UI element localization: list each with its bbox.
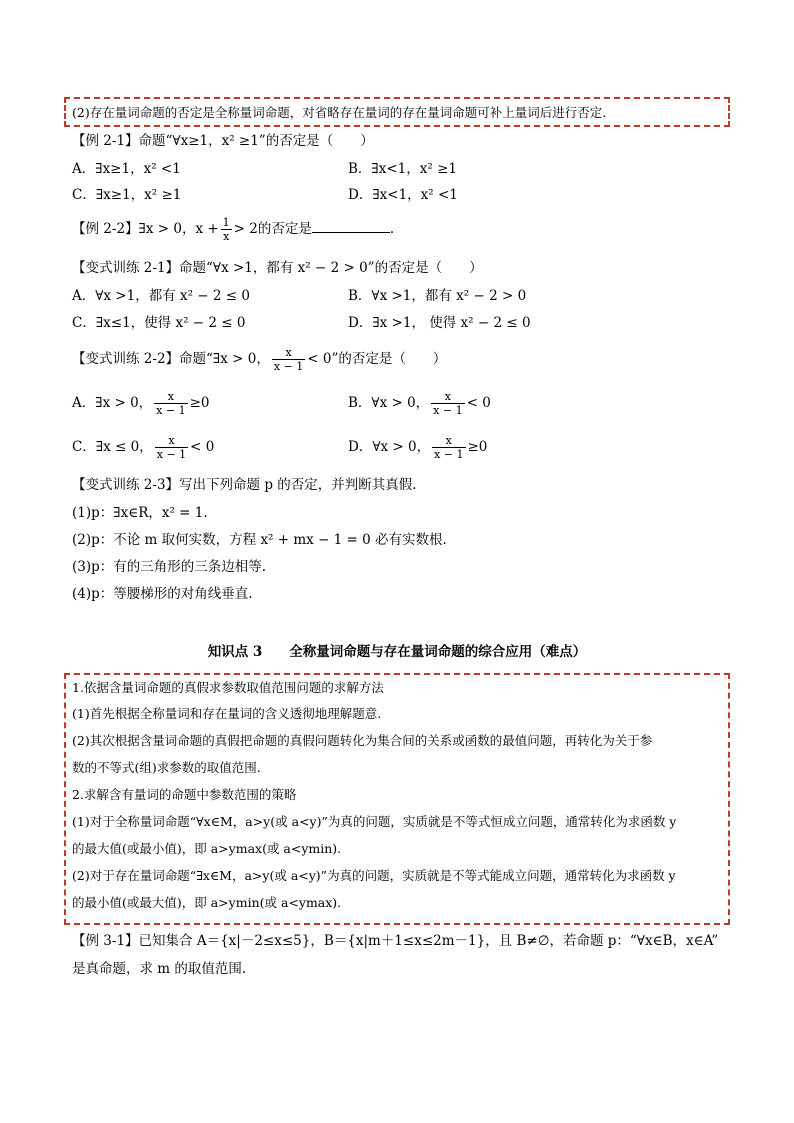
variant-2-2-stem: 【变式训练 2-2】命题“∃x > 0， $\frac{x}{x - 1}$ < 0”的否定是（ ） xyxy=(72,346,447,373)
tip-box-1 xyxy=(64,97,730,127)
tip-box-2-line-9: 的最小值(或最大值)，即 a>ymin(或 a<ymax). xyxy=(72,895,342,910)
variant-2-2-option-b: B．∀x > 0， $\frac{x}{x - 1}$ < 0 xyxy=(348,390,491,417)
variant-2-3-label: 【变式训练 2-3】 xyxy=(72,477,180,493)
variant-2-1-option-d: D．∃x >1， 使得 x² − 2 ≤ 0 xyxy=(348,315,531,331)
example-2-1-option-b: B．∃x<1，x² ≥1 xyxy=(348,161,457,177)
variant-2-1-option-c: C．∃x≤1，使得 x² − 2 ≤ 0 xyxy=(72,315,246,331)
variant-2-2-option-c: C．∃x ≤ 0， $\frac{x}{x - 1}$ < 0 xyxy=(72,434,215,461)
section-heading: 知识点 3 全称量词命题与存在量词命题的综合应用（难点） xyxy=(207,644,587,660)
example-2-1-label: 【例 2-1】 xyxy=(72,133,139,149)
variant-2-3-stem: 【变式训练 2-3】写出下列命题 p 的否定，并判断其真假. xyxy=(72,477,417,493)
fraction-x-over-x-minus-1: $\frac{x}{x - 1}$ xyxy=(273,346,304,373)
variant-2-3-item-3: (3)p：有的三角形的三条边相等. xyxy=(72,559,267,575)
example-2-1-option-c: C．∃x≥1，x² ≥1 xyxy=(72,187,182,203)
example-2-1-stem: 【例 2-1】命题“∀x≥1，x² ≥1”的否定是（ ） xyxy=(72,133,374,149)
tip-box-2-line-8: (2)对于存在量词命题“∃x∈M，a>y(或 a<y)”为真的问题，实质就是不等式能成立问题，通常转化为求函数 y xyxy=(72,868,676,883)
fraction-x-over-x-minus-1: $\frac{x}{x - 1}$ xyxy=(156,434,187,461)
example-3-1-line-1: 【例 3-1】已知集合 A＝{x|－2≤x≤5}，B＝{x|m＋1≤x≤2m－1}，且 B≠∅，若命题 p：“∀x∈B，x∈A” xyxy=(72,933,719,949)
example-3-1-line-2: 是真命题，求 m 的取值范围. xyxy=(72,961,247,977)
tip-box-2-line-5: 2.求解含有量词的命题中参数范围的策略 xyxy=(72,787,297,802)
variant-2-1-option-a: A．∀x >1，都有 x² − 2 ≤ 0 xyxy=(72,288,250,304)
tip-box-2 xyxy=(64,673,730,925)
variant-2-3-item-4: (4)p：等腰梯形的对角线垂直. xyxy=(72,586,253,602)
tip-box-2-line-6: (1)对于全称量词命题“∀x∈M，a>y(或 a<y)”为真的问题，实质就是不等式恒成立问题，通常转化为求函数 y xyxy=(72,814,677,829)
tip-box-2-line-4: 数的不等式(组)求参数的取值范围. xyxy=(72,760,261,775)
variant-2-3-item-1: (1)p：∃x∈R，x² = 1. xyxy=(72,505,208,521)
fraction-x-over-x-minus-1: $\frac{x}{x - 1}$ xyxy=(433,390,463,417)
variant-2-3-item-2: (2)p：不论 m 取何实数，方程 x² + mx − 1 = 0 必有实数根. xyxy=(72,532,447,548)
tip-box-2-line-7: 的最大值(或最小值)，即 a>ymax(或 a<ymin). xyxy=(72,841,342,856)
example-2-1-option-a: A．∃x≥1，x² <1 xyxy=(72,161,181,177)
example-2-2: 【例 2-2】∃x > 0，x + $\frac{1}{x}$ > 2的否定是 . xyxy=(72,216,395,243)
variant-2-2-label: 【变式训练 2-2】 xyxy=(72,351,180,367)
variant-2-1-label: 【变式训练 2-1】 xyxy=(72,260,180,276)
example-3-1-label: 【例 3-1】 xyxy=(72,933,139,949)
tip-box-2-line-2: (1)首先根据全称量词和存在量词的含义透彻地理解题意. xyxy=(72,706,382,721)
variant-2-2-option-a: A．∃x > 0， $\frac{x}{x - 1}$ ≥0 xyxy=(72,390,210,417)
fraction-1-over-x: $\frac{1}{x}$ xyxy=(222,216,230,243)
answer-blank[interactable] xyxy=(312,220,390,233)
fraction-x-over-x-minus-1: $\frac{x}{x - 1}$ xyxy=(156,390,186,417)
variant-2-2-option-d: D．∀x > 0， $\frac{x}{x - 1}$ ≥0 xyxy=(348,434,488,461)
variant-2-1-option-b: B．∀x >1，都有 x² − 2 > 0 xyxy=(348,288,527,304)
fraction-x-over-x-minus-1: $\frac{x}{x - 1}$ xyxy=(434,434,464,461)
tip-box-1-text: (2)存在量词命题的否定是全称量词命题，对省略存在量词的存在量词命题可补上量词后进行否定. xyxy=(72,105,607,120)
example-2-2-label: 【例 2-2】 xyxy=(72,221,139,237)
example-2-1-option-d: D．∃x<1，x² <1 xyxy=(348,187,458,203)
variant-2-1-stem: 【变式训练 2-1】命题“∀x >1，都有 x² − 2 > 0”的否定是（ ） xyxy=(72,260,483,276)
tip-box-2-line-1: 1.依据含量词命题的真假求参数取值范围问题的求解方法 xyxy=(72,680,384,695)
tip-box-2-line-3: (2)其次根据含量词命题的真假把命题的真假问题转化为集合间的关系或函数的最值问题，再转化为关于参 xyxy=(72,733,653,748)
